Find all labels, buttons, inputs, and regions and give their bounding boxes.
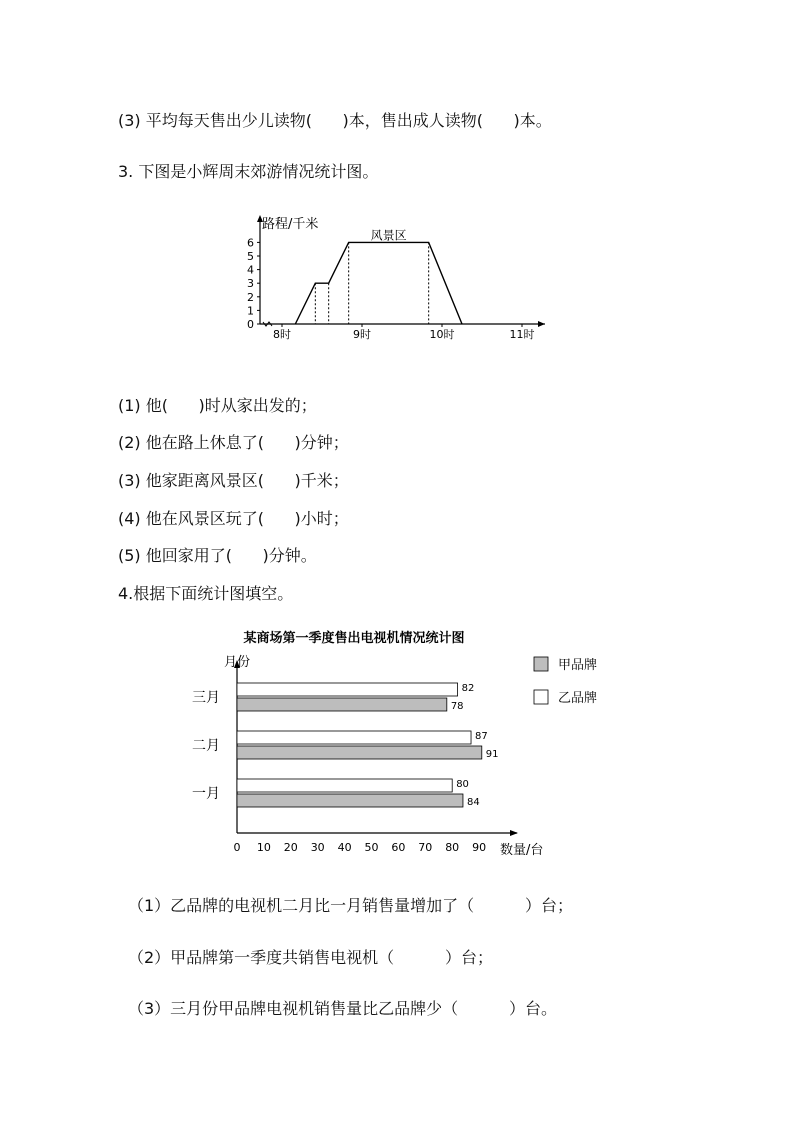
bar-yi-value: 87 bbox=[475, 731, 488, 742]
section-4-question-1: （1）乙品牌的电视机二月比一月销售量增加了（ ）台； bbox=[128, 896, 574, 915]
legend-swatch-jia bbox=[534, 657, 548, 671]
chart-title: 某商场第一季度售出电视机情况统计图 bbox=[243, 631, 465, 646]
x-tick-label: 11时 bbox=[509, 328, 535, 341]
y-axis-label: 路程/千米 bbox=[262, 217, 319, 232]
bar-jia-value: 78 bbox=[450, 701, 464, 712]
x-tick-label: 10时 bbox=[429, 328, 455, 341]
x-tick-label: 90 bbox=[472, 841, 487, 854]
x-tick-label: 60 bbox=[391, 841, 406, 854]
category-label: 三月 bbox=[192, 690, 220, 706]
x-tick-label: 9时 bbox=[353, 328, 371, 341]
y-tick-label: 3 bbox=[247, 277, 254, 291]
trip-line-chart bbox=[235, 214, 555, 344]
section-4-question-3: （3）三月份甲品牌电视机销售量比乙品牌少（ ）台。 bbox=[128, 999, 558, 1018]
category-label: 二月 bbox=[192, 738, 220, 754]
x-tick-label: 10 bbox=[256, 841, 271, 854]
bar-jia bbox=[237, 746, 482, 759]
bar-yi bbox=[237, 683, 458, 696]
y-tick-label: 5 bbox=[247, 250, 254, 263]
bar-jia-value: 91 bbox=[485, 749, 499, 760]
category-label: 一月 bbox=[192, 786, 220, 802]
bar-jia-value: 84 bbox=[466, 797, 480, 808]
tv-sales-bar-chart bbox=[180, 620, 620, 865]
bar-jia bbox=[237, 794, 463, 807]
x-tick-label: 50 bbox=[364, 841, 379, 854]
section-3-question-3: (3) 他家距离风景区( )千米； bbox=[118, 471, 349, 490]
y-tick-label: 4 bbox=[247, 263, 254, 277]
bar-yi-value: 82 bbox=[461, 683, 475, 694]
section-3-question-1: (1) 他( )时从家出发的； bbox=[118, 396, 317, 415]
x-tick-label: 20 bbox=[283, 841, 298, 854]
section-4-title: 4.根据下面统计图填空。 bbox=[118, 584, 294, 603]
section-4-question-2: （2）甲品牌第一季度共销售电视机（ ）台； bbox=[128, 948, 494, 967]
bar-jia bbox=[237, 698, 447, 711]
section-3-question-5: (5) 他回家用了( )分钟。 bbox=[118, 546, 317, 565]
x-tick-label: 8时 bbox=[273, 328, 291, 341]
x-axis-label: 数量/台 bbox=[500, 843, 544, 858]
legend-label-jia: 甲品牌 bbox=[558, 658, 598, 673]
y-axis-label: 月份 bbox=[224, 655, 251, 670]
section-3-question-4: (4) 他在风景区玩了( )小时； bbox=[118, 509, 349, 528]
x-tick-label: 30 bbox=[310, 841, 325, 854]
legend-label-yi: 乙品牌 bbox=[558, 691, 598, 706]
x-tick-label: 70 bbox=[418, 841, 433, 854]
x-axis-arrow bbox=[510, 830, 518, 836]
x-tick-label: 80 bbox=[445, 841, 460, 854]
x-tick-label: 40 bbox=[337, 841, 352, 854]
bar-yi bbox=[237, 779, 452, 792]
x-axis-break bbox=[263, 322, 272, 326]
x-tick-label: 0 bbox=[233, 841, 241, 854]
section-3-question-2: (2) 他在路上休息了( )分钟； bbox=[118, 433, 349, 452]
x-axis-arrow bbox=[538, 321, 545, 327]
y-tick-label: 0 bbox=[247, 318, 254, 331]
legend-swatch-yi bbox=[534, 690, 548, 704]
y-tick-label: 6 bbox=[247, 236, 254, 250]
prev-question-3: (3) 平均每天售出少儿读物( )本，售出成人读物( )本。 bbox=[118, 111, 552, 130]
y-tick-label: 1 bbox=[247, 304, 254, 318]
bar-yi bbox=[237, 731, 471, 744]
region-label: 风景区 bbox=[370, 228, 407, 243]
section-3-title: 3. 下图是小辉周末郊游情况统计图。 bbox=[118, 162, 379, 181]
trip-line bbox=[295, 242, 462, 324]
bar-yi-value: 80 bbox=[456, 779, 469, 790]
y-tick-label: 2 bbox=[247, 290, 254, 304]
